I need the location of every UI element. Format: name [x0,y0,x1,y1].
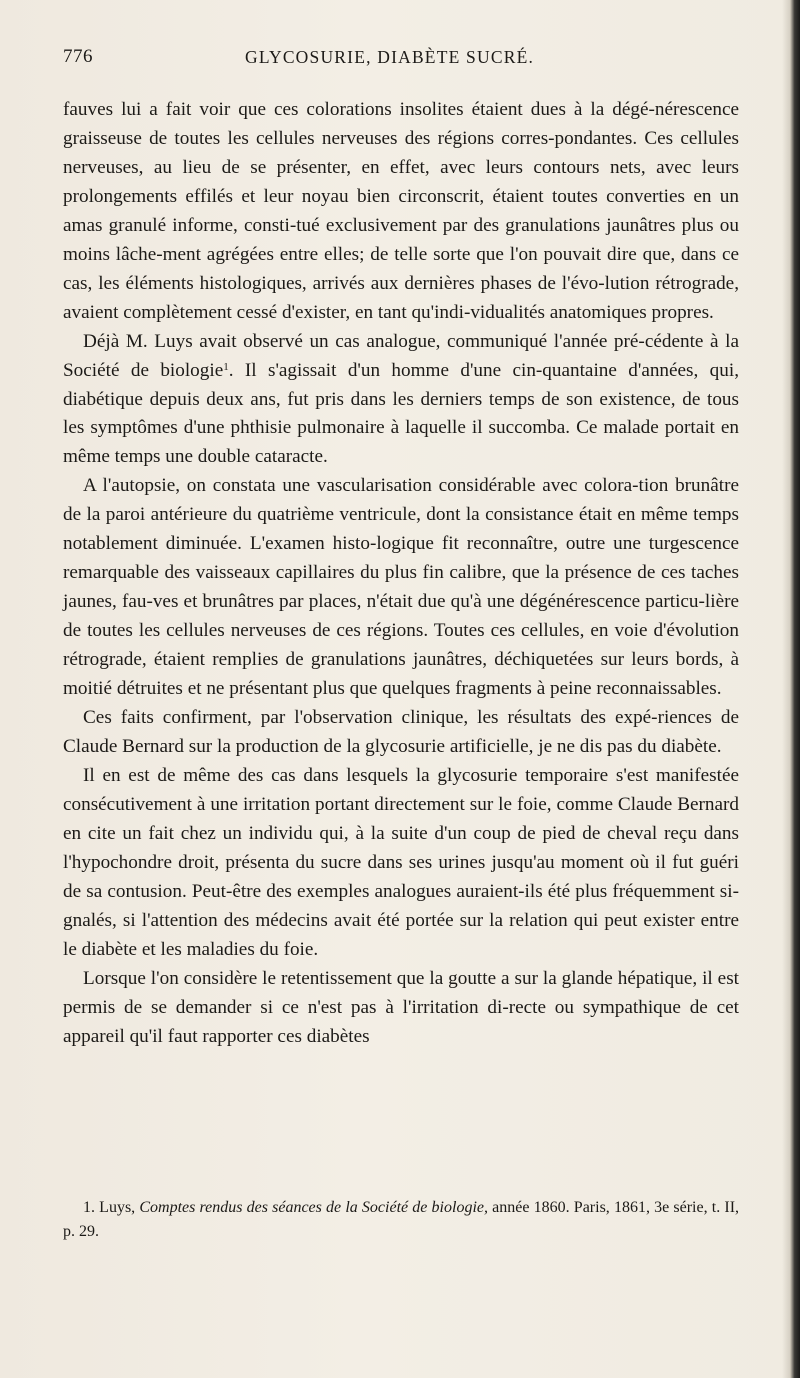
footnote [63,1196,739,1244]
footnote-marker-period: . [228,359,234,381]
paragraph: Il en est de même des cas dans lesquels la glycosurie temporaire s'est manifestée consécutivement à une irritation portant directement sur le foie, comme Claude Bernard en cite un fait chez un individu qui, à la suite d'un coup de pied de cheval reçu dans l'hypochondre droit, présenta du sucre dans ses urines jusqu'au moment où il fut guéri de sa contusion. Peut-être des exemples analogues auraient-ils été plus fréquemment si-gnalés, si l'attention des médecins avait été portée sur la relation qui peut exister entre le diabète et les maladies du foie. [63,764,739,960]
main-text [63,96,739,1051]
paragraph: Lorsque l'on considère le retentissement que la goutte a sur la glande hépatique, il est permis de se demander si ce n'est pas à l'irritation di-recte ou sympathique de cet appareil qu'il faut rapporter ces diabètes [63,967,739,1047]
paragraph: fauves lui a fait voir que ces colorations insolites étaient dues à la dégé-nérescence graisseuse de toutes les cellules nerveuses des régions corres-pondantes. Ces cellules nerveuses, au lieu de se présenter, en effet, avec leurs contours nets, avec leurs prolongements effilés et leur noyau bien circonscrit, étaient toutes converties en un amas granulé informe, consti-tué exclusivement par des granulations jaunâtres plus ou moins lâche-ment agrégées entre elles; de telle sorte que l'on pouvait dire que, dans ce cas, les éléments histologiques, arrivés aux dernières phases de l'évo-lution rétrograde, avaient complètement cessé d'exister, en tant qu'indi-vidualités anatomiques propres. [63,99,739,323]
binding-edge [790,0,800,1378]
paragraph: A l'autopsie, on constata une vascularisation considérable avec colora-tion brunâtre de la paroi antérieure du quatrième ventricule, dont la consistance était en même temps notablement diminuée. L'examen histo-logique fit reconnaître, outre une turgescence remarquable des vaisseaux capillaires du plus fin calibre, que la présence de ces taches jaunes, fau-ves et brunâtres par places, n'était due qu'à une dégénérescence particu-lière de toutes les cellules nerveuses de ces régions. Toutes ces cellules, en voie d'évolution rétrograde, étaient remplies de granulations jaunâtres, déchiquetées sur leurs bords, à moitié détruites et ne présentant plus que quelques fragments à peine reconnaissables. [63,475,739,700]
paragraph [63,328,739,473]
footnote-marker: 1 [223,360,229,373]
page-number: 776 [63,46,93,67]
footnote-title: Comptes rendus des séances de la Société de biologie, [139,1199,488,1216]
running-head: GLYCOSURIE, DIABÈTE SUCRÉ. [245,47,535,67]
footnote-details: année 1860. Paris, 1861, 3e série, t. II, p. 29. [63,1199,740,1240]
paragraph: Ces faits confirment, par l'observation clinique, les résultats des expé-riences de Claude Bernard sur la production de la glycosurie artificielle, je ne dis pas du diabète. [63,707,739,757]
paragraph-text: Il s'agissait d'un homme d'une cin-quantaine d'années, qui, diabétique depuis deux ans, fut pris dans les derniers temps de son existence, de tous les symptômes d'une phthisie pulmonaire à laquelle il succomba. Ce malade portait en même temps une double cataracte. [63,359,739,468]
footnote-author: Luys, [99,1199,136,1216]
page-header [63,46,739,74]
footnote-number: 1. [83,1199,95,1216]
footnotes [63,1196,739,1244]
page-edge-shadow [782,0,790,1378]
paragraph-text: Déjà M. Luys avait observé un cas analogue, communiqué l'année pré-cédente à la Société de biologie [63,330,739,381]
